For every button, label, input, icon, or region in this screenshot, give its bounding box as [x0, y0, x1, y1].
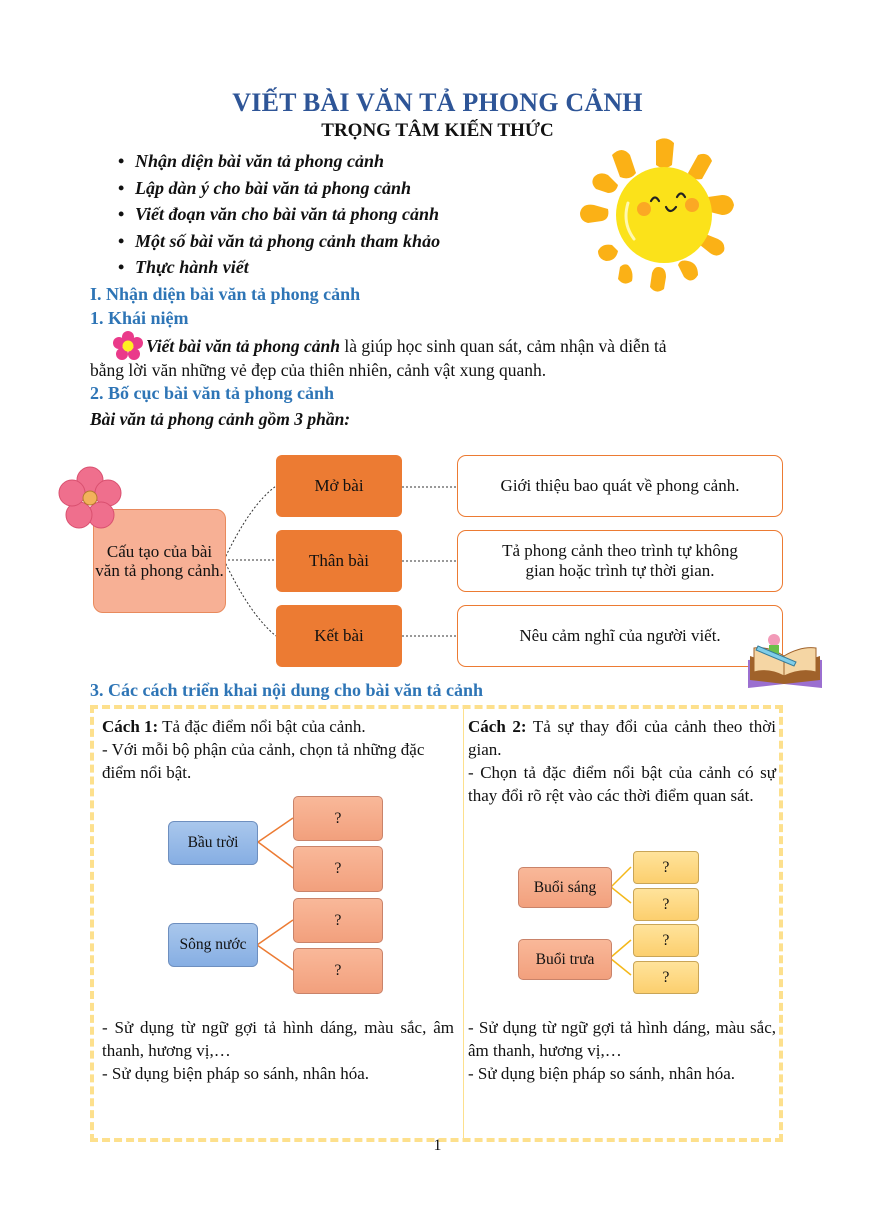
method-2-node-buoi-trua: Buổi trưa: [518, 939, 612, 980]
method-1-title-text: Tả đặc điểm nổi bật của cảnh.: [158, 717, 366, 736]
method-2-description: - Chọn tả đặc điểm nổi bật của cảnh có sự thay đổi rõ rệt vào các thời điểm quan sát.: [468, 763, 776, 805]
method-1-tip-1: - Sử dụng từ ngữ gợi tả hình dáng, màu sắc, âm thanh, hương vị,…: [102, 1018, 454, 1060]
section-heading: I. Nhận diện bài văn tả phong cảnh: [90, 284, 361, 304]
subsection-heading-structure: 2. Bố cục bài văn tả phong cảnh: [90, 383, 335, 403]
method-2-tip-1: - Sử dụng từ ngữ gợi tả hình dáng, màu sắc, âm thanh, hương vị,…: [468, 1018, 776, 1060]
method-1-description: - Với mỗi bộ phận của cảnh, chọn tả những đặc điểm nổi bật.: [102, 740, 425, 782]
key-point: • Viết đoạn văn cho bài văn tả phong cảnh: [118, 201, 440, 228]
key-point: • Lập dàn ý cho bài văn tả phong cảnh: [118, 175, 440, 202]
concept-definition-line1: là giúp học sinh quan sát, cảm nhận và diễn tả: [340, 336, 667, 356]
method-2-child-box: ?: [633, 851, 699, 884]
subsection-heading-methods: 3. Các cách triển khai nội dung cho bài văn tả cảnh: [90, 680, 484, 700]
method-2-child-box: ?: [633, 924, 699, 957]
method-1-node-song-nuoc: Sông nước: [168, 923, 258, 967]
structure-part-than-bai: Thân bài: [276, 530, 402, 592]
concept-definition-line2: bằng lời văn những vẻ đẹp của thiên nhiên, cảnh vật xung quanh.: [90, 360, 547, 380]
page-title: VIẾT BÀI VĂN TẢ PHONG CẢNH: [232, 88, 643, 117]
structure-intro: Bài văn tả phong cảnh gồm 3 phần:: [90, 409, 351, 429]
subsection-heading-concept: 1. Khái niệm: [90, 308, 189, 328]
structure-desc-ket-bai: Nêu cảm nghĩ của người viết.: [457, 605, 783, 667]
method-2-child-box: ?: [633, 961, 699, 994]
structure-root-node: Cấu tạo của bài văn tả phong cảnh.: [93, 509, 226, 613]
key-point: • Một số bài văn tả phong cảnh tham khảo: [118, 228, 440, 255]
key-point: • Nhận diện bài văn tả phong cảnh: [118, 148, 440, 175]
method-1-child-box: ?: [293, 948, 383, 994]
method-1-label: Cách 1:: [102, 717, 159, 736]
method-1-child-box: ?: [293, 846, 383, 892]
method-2-label: Cách 2:: [468, 717, 527, 736]
structure-desc-mo-bai: Giới thiệu bao quát về phong cảnh.: [457, 455, 783, 517]
page-subtitle: TRỌNG TÂM KIẾN THỨC: [321, 120, 554, 141]
method-2-node-buoi-sang: Buổi sáng: [518, 867, 612, 908]
method-2-title-text: Tả sự thay đổi của cảnh theo thời gian.: [468, 717, 776, 759]
structure-part-ket-bai: Kết bài: [276, 605, 402, 667]
key-point: • Thực hành viết: [118, 254, 440, 281]
concept-term: Viết bài văn tả phong cảnh: [146, 336, 340, 356]
method-1-tip-2: - Sử dụng biện pháp so sánh, nhân hóa.: [102, 1064, 370, 1083]
method-1-child-box: ?: [293, 796, 383, 841]
structure-desc-than-bai: Tả phong cảnh theo trình tự không gian hoặc trình tự thời gian.: [457, 530, 783, 592]
method-2-child-box: ?: [633, 888, 699, 921]
method-1-child-box: ?: [293, 898, 383, 943]
structure-part-mo-bai: Mở bài: [276, 455, 402, 517]
method-1-node-bau-troi: Bầu trời: [168, 821, 258, 865]
method-2-tip-2: - Sử dụng biện pháp so sánh, nhân hóa.: [468, 1064, 736, 1083]
page-number: 1: [433, 1137, 442, 1154]
